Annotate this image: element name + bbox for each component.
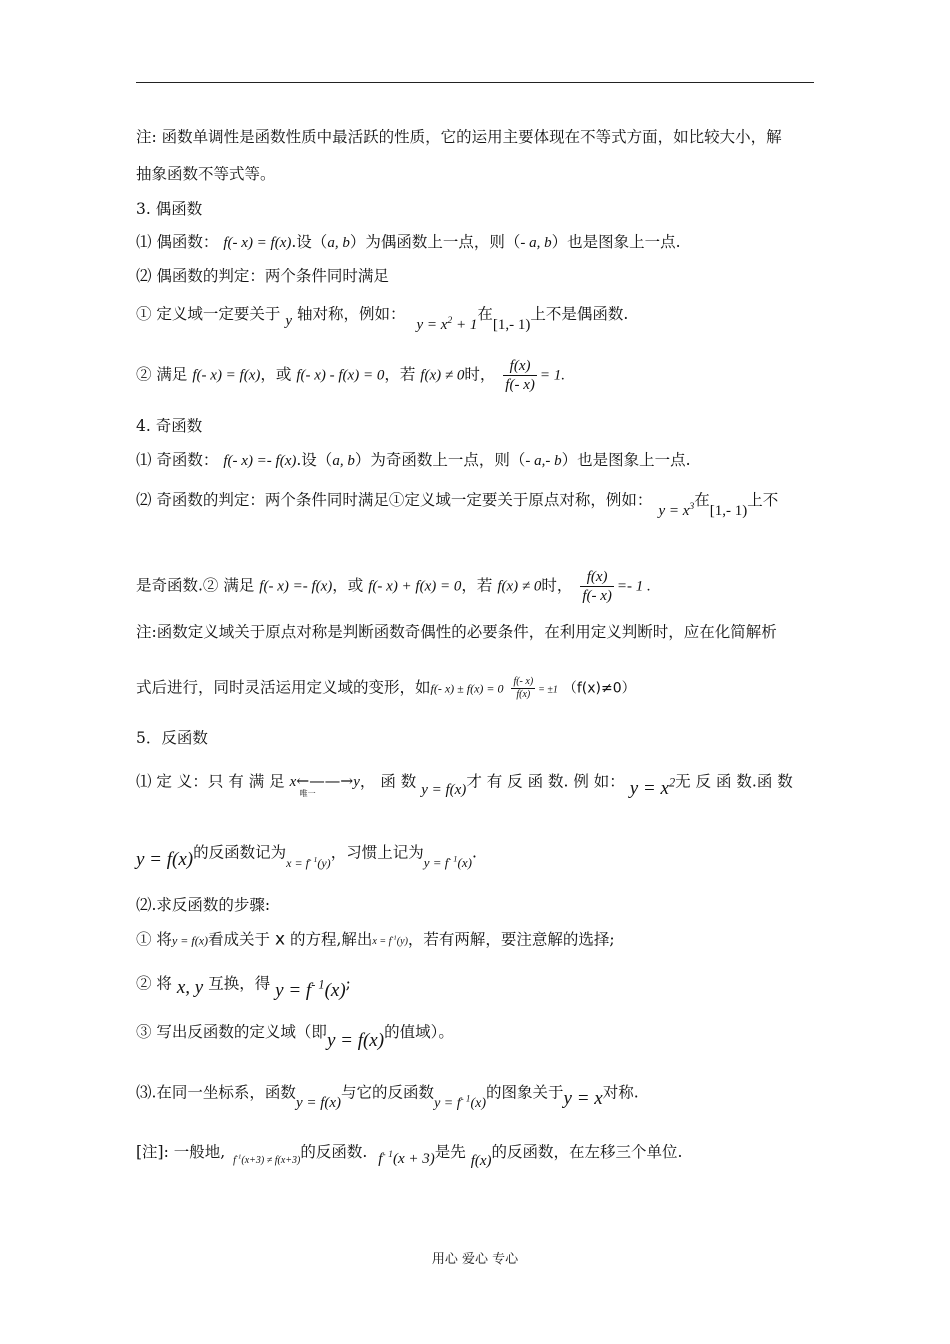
inverse-note: [注]: 一般地, $_{f^{-1}(x+3) \ne f(x+3)}$的反函数. $f^{- 1}(x + 3)$是先 f(x)的反函数，在左移三个单位. — [136, 1143, 683, 1169]
inverse-step-3: ③ 写出反函数的定义域（即y = f(x)的值域）。 — [136, 1023, 454, 1051]
section-3-heading: 3. 偶函数 — [136, 200, 203, 218]
even-criterion-1: ① 定义域一定要关于 y 轴对称，例如： $y = x^2 + 1$在[1,- 1)上不是偶函数. — [136, 305, 629, 333]
note-1-line-2: 抽象函数不等式等。 — [136, 165, 276, 183]
page-footer: 用心 爱心 专心 — [431, 1252, 519, 1267]
inverse-symmetry: ⑶.在同一坐标系，函数y = f(x)与它的反函数$y = f^{- 1}(x)$的图象关于y = x对称. — [136, 1083, 639, 1111]
inverse-definition-line-2: y = f(x)的反函数记为$_{x = f^{- 1}(y)}$，习惯上记为$_{y = f^{- 1}(x)}$. — [136, 843, 477, 871]
inverse-definition-line-1: ⑴ 定 义：只 有 满 足 x←——→ 唯一 y， 函 数 y = f(x)才 有 反 函 数. 例 如： $y = x^2$无 反 函 数.函 数 — [136, 772, 793, 800]
note-ratio-fraction: $\frac{f(- x)}{f(x)}$ — [513, 676, 534, 700]
odd-function-criteria: ⑵ 奇函数的判定：两个条件同时满足①定义域一定要关于原点对称，例如：$y = x^3$在[1,- 1)上不 — [136, 491, 779, 519]
odd-ratio-fraction: $\frac{f(x)}{f(- x)}$ — [582, 569, 612, 604]
header-rule — [136, 82, 814, 83]
section-4-heading: 4. 奇函数 — [136, 417, 203, 435]
even-criterion-2: ② 满足 f(- x) = f(x)，或 f(- x) - f(x) = 0，若 f(x) ≠ 0时， $\frac{f(x)}{f(- x)}$ = 1. — [136, 358, 565, 393]
inverse-steps-heading: ⑵.求反函数的步骤: — [136, 896, 271, 914]
odd-function-definition: ⑴ 奇函数： f(- x) =- f(x).设（a, b）为奇函数上一点，则（- a,- b）也是图象上一点. — [136, 451, 691, 469]
even-function-definition: ⑴ 偶函数： f(- x) = f(x).设（a, b）为偶函数上一点，则（- a, b）也是图象上一点. — [136, 233, 681, 251]
note-2-line-1: 注:函数定义域关于原点对称是判断函数奇偶性的必要条件，在利用定义判断时，应在化简解析 — [136, 623, 777, 641]
inverse-step-2: ② 将 x, y 互换，得 $y = f^{- 1}(x)$; — [136, 974, 351, 1002]
odd-criterion-2: 是奇函数.② 满足 f(- x) =- f(x)，或 f(- x) + f(x) = 0，若 f(x) ≠ 0时， $\frac{f(x)}{f(- x)}$ =- 1 . — [136, 569, 651, 604]
even-ratio-fraction: $\frac{f(x)}{f(- x)}$ — [505, 358, 535, 393]
section-5-heading: 5．反函数 — [136, 729, 208, 747]
note-1-line-1: 注: 函数单调性是函数性质中最活跃的性质，它的运用主要体现在不等式方面，如比较大小，解 — [136, 128, 782, 146]
note-2-line-2: 式后进行，同时灵活运用定义域的变形，如f(- x) ± f(x) = 0 $\frac{f(- x)}{f(x)}$ = ±1 （f(x)≠0） — [136, 676, 636, 700]
inverse-step-1: ① 将y = f(x)看成关于 x 的方程,解出$x = f^{-1}(y)$，若有两解，要注意解的选择; — [136, 929, 615, 950]
even-function-criteria: ⑵ 偶函数的判定：两个条件同时满足 — [136, 267, 389, 285]
unique-mapping-arrow: x←——→ 唯一 y — [289, 772, 360, 799]
